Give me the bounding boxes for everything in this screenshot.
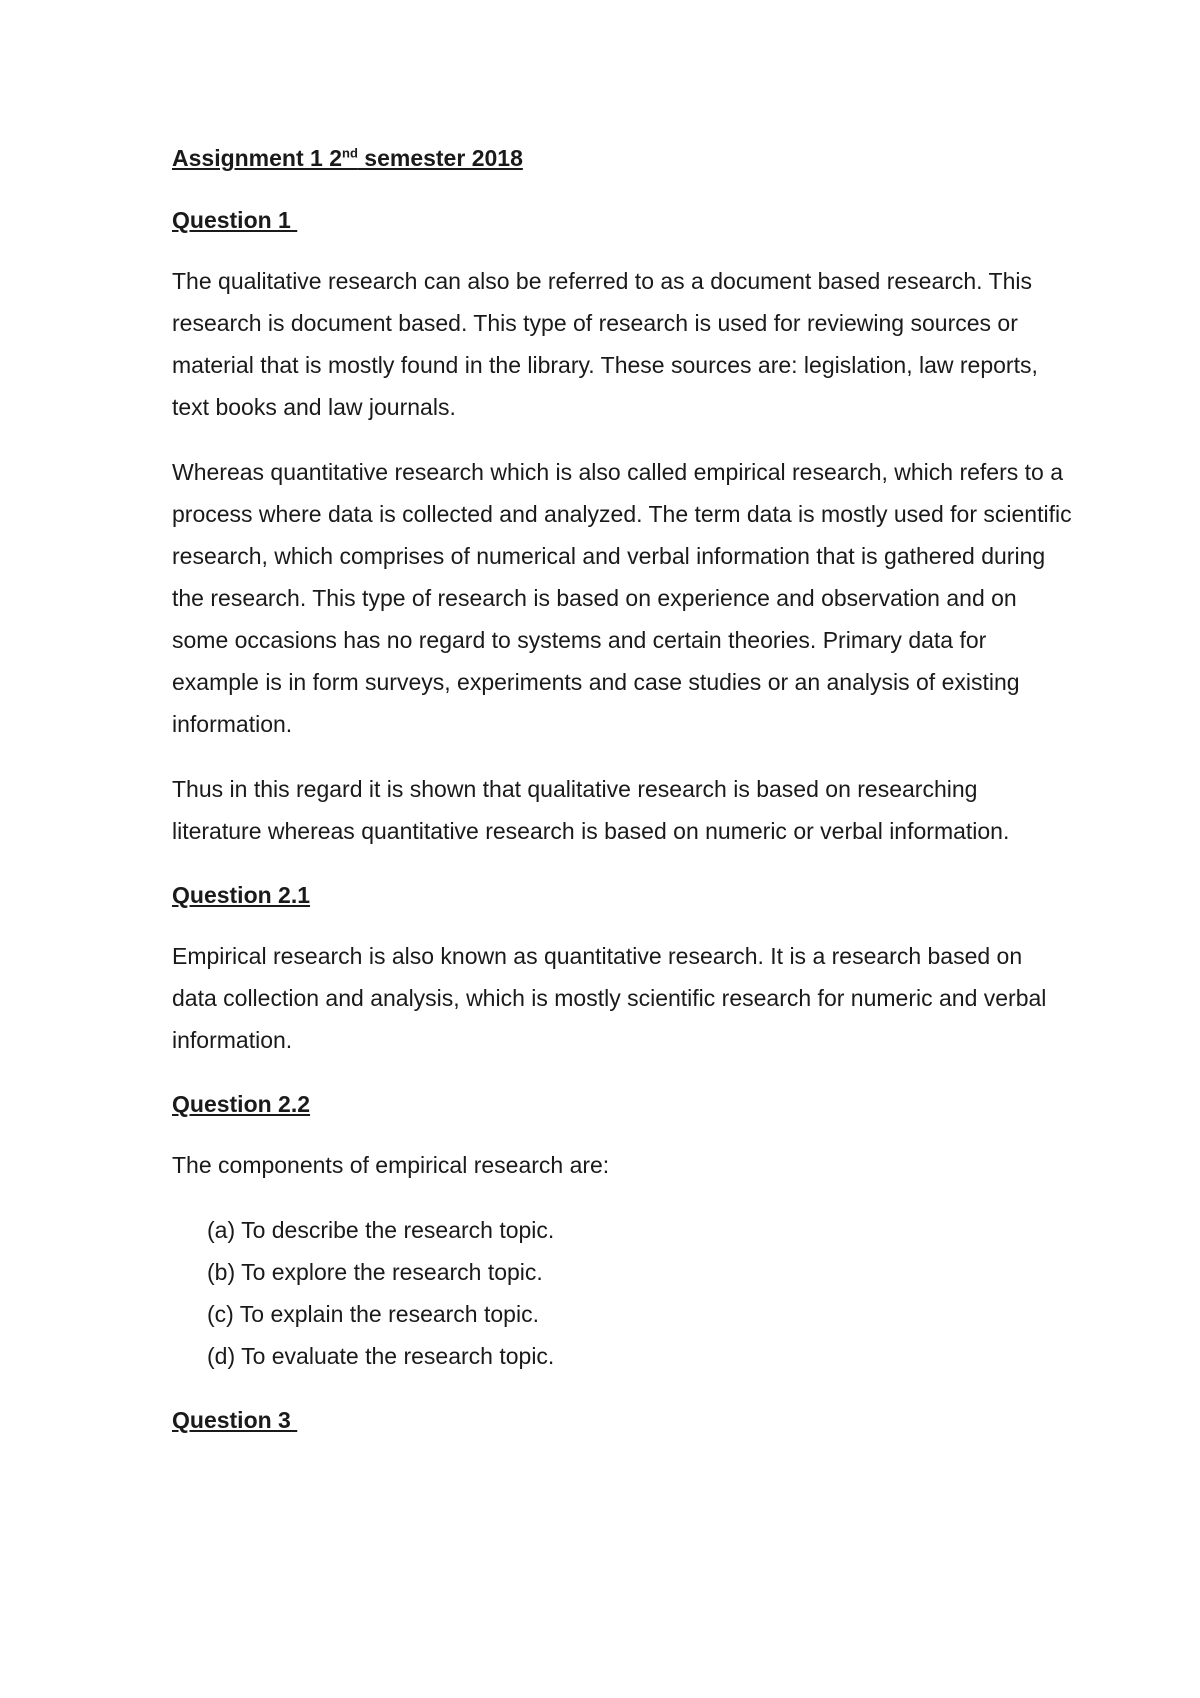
document-page <box>172 142 1072 1436</box>
list-item: (d) To evaluate the research topic. <box>207 1343 555 1369</box>
components-list <box>172 1209 1072 1377</box>
question-2-2-intro: The components of empirical research are: <box>172 1152 610 1178</box>
question-1-heading: Question 1 <box>172 207 298 233</box>
question-2-1-paragraph: Empirical research is also known as quantitative research. It is a research based on data collection and analysis, which is mostly scientific research for numeric and verbal information. <box>172 943 1047 1053</box>
question-1-paragraph-1: The qualitative research can also be referred to as a document based research. This research is document based. This type of research is used for reviewing sources or material that is mostly found in the library. These sources are: legislation, law reports, text books and law journals. <box>172 268 1038 420</box>
question-2-1-heading: Question 2.1 <box>172 882 311 908</box>
question-2-2-heading: Question 2.2 <box>172 1091 311 1117</box>
list-item: (c) To explain the research topic. <box>207 1301 539 1327</box>
question-1-paragraph-2: Whereas quantitative research which is also called empirical research, which refers to a process where data is collected and analyzed. The term data is mostly used for scientific research, which comprises of numerical and verbal information that is gathered during the research. This type of research is based on experience and observation and on some occasions has no regard to systems and certain theories. Primary data for example is in form surveys, experiments and case studies or an analysis of existing information. <box>172 459 1072 737</box>
list-item: (a) To describe the research topic. <box>207 1217 555 1243</box>
title-text: Assignment 1 2 <box>172 145 342 171</box>
title-suffix: semester 2018 <box>357 145 523 171</box>
question-1-paragraph-3: Thus in this regard it is shown that qualitative research is based on researching literature whereas quantitative research is based on numeric or verbal information. <box>172 776 1010 844</box>
document-title <box>172 142 1072 174</box>
list-item: (b) To explore the research topic. <box>207 1259 543 1285</box>
question-3-heading: Question 3 <box>172 1407 298 1433</box>
title-superscript: nd <box>342 145 358 161</box>
